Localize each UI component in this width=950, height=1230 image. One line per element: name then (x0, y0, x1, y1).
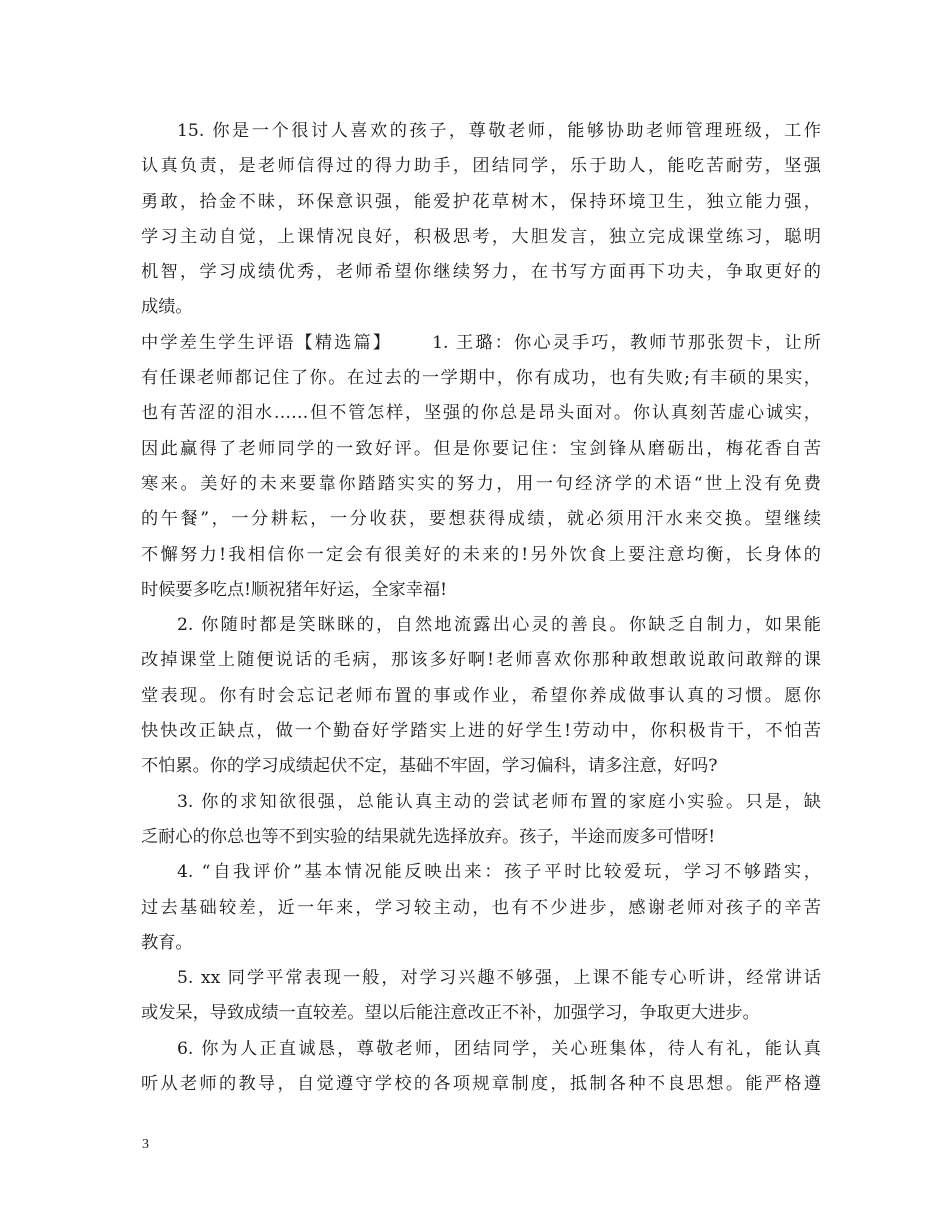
text-line: 4. “自我评价”基本情况能反映出来：孩子平时比较爱玩，学习不够踏实， (177, 862, 821, 883)
text-line: 5. xx 同学平常表现一般，对学习兴趣不够强，上课不能专心听讲，经常讲话 (177, 968, 821, 989)
text-line: 堂表现。你有时会忘记老师布置的事或作业，希望你养成做事认真的习惯。愿你 (141, 685, 821, 706)
text-line: 15. 你是一个很讨人喜欢的孩子，尊敬老师，能够协助老师管理班级，工作 (177, 121, 821, 141)
text-line: 乏耐心的你总也等不到实验的结果就先选择放弃。孩子，半途而废多可惜呀! (141, 826, 716, 847)
text-line: 寒来。美好的未来要靠你踏踏实实的努力，用一句经济学的术语“世上没有免费 (141, 473, 821, 494)
section-heading: 中学差生学生评语【精选篇】 (141, 332, 393, 353)
text-line: 有任课老师都记住了你。在过去的一学期中，你有成功，也有失败;有丰硕的果实， (141, 368, 821, 389)
text-line: 过去基础较差，近一年来，学习较主动，也有不少进步，感谢老师对孩子的辛苦 (141, 897, 821, 918)
section-heading-line (141, 326, 821, 361)
text-line: 不怕累。你的学习成绩起伏不定，基础不牢固，学习偏科，请多注意，好吗? (141, 756, 718, 777)
page-number: 3 (142, 1137, 149, 1152)
text-line: 学习主动自觉，上课情况良好，积极思考，大胆发言，独立完成课堂练习，聪明 (141, 226, 821, 247)
text-line: 6. 你为人正直诚恳，尊敬老师，团结同学，关心班集体，待人有礼，能认真 (177, 1038, 821, 1059)
text-line: 的午餐”，一分耕耘，一分收获，要想获得成绩，就必须用汗水来交换。望继续 (141, 509, 821, 530)
text-line: 2. 你随时都是笑眯眯的，自然地流露出心灵的善良。你缺乏自制力，如果能 (177, 615, 821, 636)
text-line: 1. 王璐：你心灵手巧，教师节那张贺卡，让所 (432, 332, 821, 353)
text-line: 或发呆，导致成绩一直较差。望以后能注意改正不补，加强学习，争取更大进步。 (141, 1003, 760, 1024)
text-line: 不懈努力!我相信你一定会有很美好的未来的!另外饮食上要注意均衡，长身体的 (141, 544, 821, 565)
text-line: 教育。 (141, 932, 193, 953)
document-body (141, 114, 821, 1102)
text-line: 改掉课堂上随便说话的毛病，那该多好啊!老师喜欢你那种敢想敢说敢问敢辩的课 (141, 650, 821, 671)
text-line: 成绩。 (141, 297, 193, 318)
text-line: 勇敢，拾金不昧，环保意识强，能爱护花草树木，保持环境卫生，独立能力强， (141, 191, 821, 212)
text-line: 认真负责，是老师信得过的得力助手，团结同学，乐于助人，能吃苦耐劳，坚强 (141, 156, 821, 177)
text-line: 也有苦涩的泪水……但不管怎样，坚强的你总是昂头面对。你认真刻苦虚心诚实， (141, 403, 821, 424)
text-line: 3. 你的求知欲很强，总能认真主动的尝试老师布置的家庭小实验。只是，缺 (177, 791, 821, 812)
text-line: 时候要多吃点!顺祝猪年好运，全家幸福! (141, 579, 448, 600)
text-line: 机智，学习成绩优秀，老师希望你继续努力，在书写方面再下功夫，争取更好的 (141, 262, 821, 283)
text-line: 因此赢得了老师同学的一致好评。但是你要记住：宝剑锋从磨砺出，梅花香自苦 (141, 438, 821, 459)
text-line: 听从老师的教导，自觉遵守学校的各项规章制度，抵制各种不良思想。能严格遵 (141, 1074, 821, 1095)
text-line: 快快改正缺点，做一个勤奋好学踏实上进的好学生!劳动中，你积极肯干，不怕苦 (141, 721, 821, 742)
